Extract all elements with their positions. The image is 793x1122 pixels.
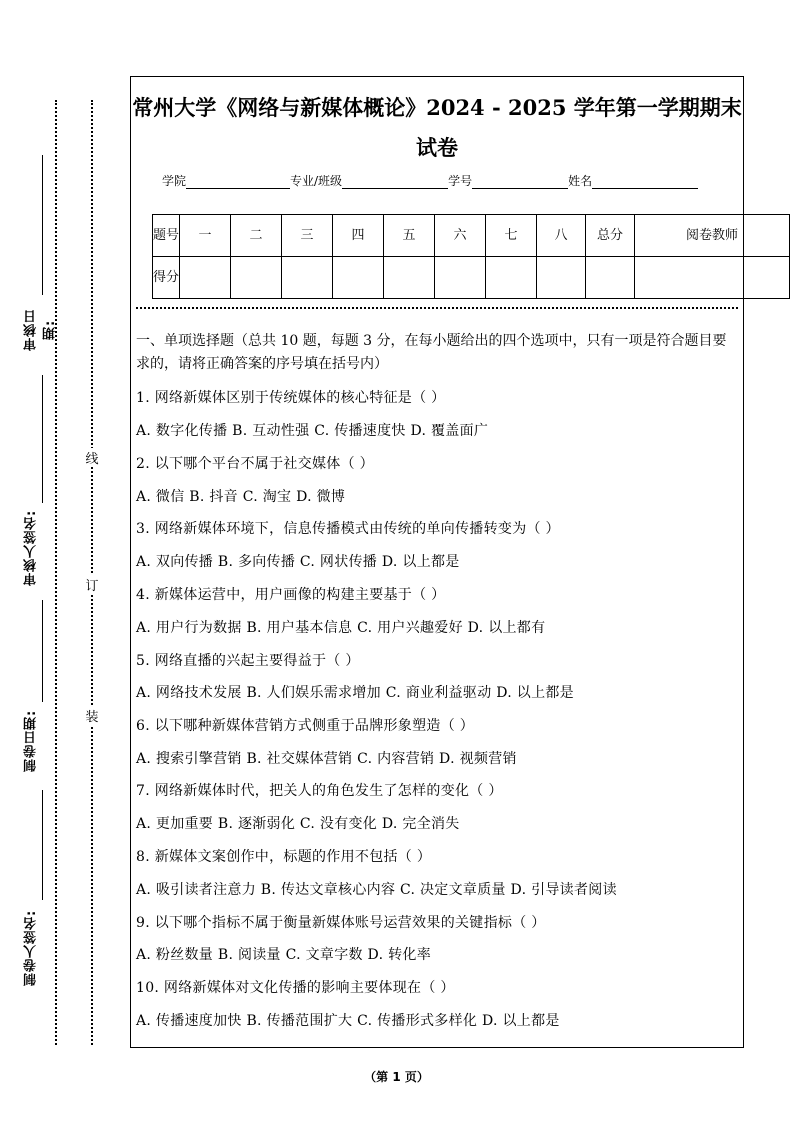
question-stem: 10. 网络新媒体对文化传播的影响主要体现在（ ） (136, 980, 455, 996)
score-cell[interactable] (282, 257, 333, 299)
score-table-row-label: 得分 (153, 257, 180, 299)
question-options: A. 数字化传播 B. 互动性强 C. 传播速度快 D. 覆盖面广 (136, 423, 489, 439)
margin-signature-line (42, 375, 43, 503)
binding-char-order: 订 (84, 575, 100, 594)
score-table-row-label: 题号 (153, 215, 180, 257)
field-label-major-class: 专业/班级 (290, 174, 343, 188)
question-options: A. 搜索引擎营销 B. 社交媒体营销 C. 内容营销 D. 视频营销 (136, 751, 517, 767)
score-table-header: 总分 (586, 215, 635, 257)
question-options: A. 用户行为数据 B. 用户基本信息 C. 用户兴趣爱好 D. 以上都有 (136, 620, 546, 636)
student-info-row (162, 172, 732, 189)
score-table (152, 214, 790, 299)
score-cell[interactable] (180, 257, 231, 299)
question-options: A. 传播速度加快 B. 传播范围扩大 C. 传播形式多样化 D. 以上都是 (136, 1013, 560, 1029)
score-cell[interactable] (537, 257, 586, 299)
margin-label-paper-maker-signature: 制卷人签名: (24, 909, 39, 987)
score-table-header: 六 (435, 215, 486, 257)
margin-signature-line (42, 155, 43, 295)
score-table-header: 七 (486, 215, 537, 257)
margin-signature-line (42, 790, 43, 900)
page-number: （第 1 页） (364, 1070, 429, 1084)
question-options: A. 微信 B. 抖音 C. 淘宝 D. 微博 (136, 489, 346, 505)
score-cell[interactable] (586, 257, 635, 299)
score-table-header: 二 (231, 215, 282, 257)
name-blank[interactable] (592, 174, 698, 189)
margin-signature-line (42, 600, 43, 702)
question-stem: 6. 以下哪种新媒体营销方式侧重于品牌形象塑造（ ） (136, 718, 475, 734)
major-class-blank[interactable] (342, 174, 448, 189)
binding-dotted-line (91, 100, 93, 1045)
margin-label-review-date: 审核日期: (24, 309, 58, 351)
score-cell[interactable] (333, 257, 384, 299)
student-id-blank[interactable] (472, 174, 568, 189)
question-stem: 3. 网络新媒体环境下，信息传播模式由传统的单向传播转变为（ ） (136, 521, 560, 537)
question-options: A. 网络技术发展 B. 人们娱乐需求增加 C. 商业利益驱动 D. 以上都是 (136, 685, 574, 701)
college-blank[interactable] (186, 174, 290, 189)
score-cell[interactable] (635, 257, 790, 299)
question-stem: 5. 网络直播的兴起主要得益于（ ） (136, 653, 360, 669)
field-label-name: 姓名 (568, 174, 593, 188)
question-options: A. 更加重要 B. 逐渐弱化 C. 没有变化 D. 完全消失 (136, 816, 460, 832)
binding-char-line: 线 (84, 448, 100, 467)
score-table-header: 五 (384, 215, 435, 257)
question-stem: 9. 以下哪个指标不属于衡量新媒体账号运营效果的关键指标（ ） (136, 915, 546, 931)
question-stem: 7. 网络新媒体时代，把关人的角色发生了怎样的变化（ ） (136, 783, 503, 799)
score-table-header: 阅卷教师 (635, 215, 790, 257)
question-options: A. 吸引读者注意力 B. 传达文章核心内容 C. 决定文章质量 D. 引导读者阅读 (136, 882, 617, 898)
section-separator (136, 307, 738, 309)
score-cell[interactable] (231, 257, 282, 299)
score-cell[interactable] (384, 257, 435, 299)
field-label-college: 学院 (162, 174, 187, 188)
score-cell[interactable] (486, 257, 537, 299)
question-stem: 2. 以下哪个平台不属于社交媒体（ ） (136, 456, 374, 472)
section-heading: 一、单项选择题（总共 10 题，每题 3 分，在每小题给出的四个选项中，只有一项是符合题目要求的，请将正确答案的序号填在括号内） (136, 333, 727, 372)
question-options: A. 双向传播 B. 多向传播 C. 网状传播 D. 以上都是 (136, 554, 460, 570)
question-stem: 8. 新媒体文案创作中，标题的作用不包括（ ） (136, 849, 432, 865)
score-table-header: 三 (282, 215, 333, 257)
score-table-header: 四 (333, 215, 384, 257)
binding-char-bind: 装 (84, 706, 100, 725)
question-stem: 4. 新媒体运营中，用户画像的构建主要基于（ ） (136, 587, 446, 603)
question-options: A. 粉丝数量 B. 阅读量 C. 文章字数 D. 转化率 (136, 947, 431, 963)
score-table-header: 一 (180, 215, 231, 257)
score-cell[interactable] (435, 257, 486, 299)
question-stem: 1. 网络新媒体区别于传统媒体的核心特征是（ ） (136, 390, 446, 406)
margin-label-paper-date: 制卷日期: (24, 709, 39, 773)
score-table-header: 八 (537, 215, 586, 257)
exam-title: 常州大学《网络与新媒体概论》2024 - 2025 学年第一学期期末试卷 (132, 95, 742, 160)
binding-dotted-line (55, 100, 57, 1045)
field-label-student-id: 学号 (448, 174, 473, 188)
margin-label-reviewer-signature: 审核人签名: (24, 509, 39, 587)
